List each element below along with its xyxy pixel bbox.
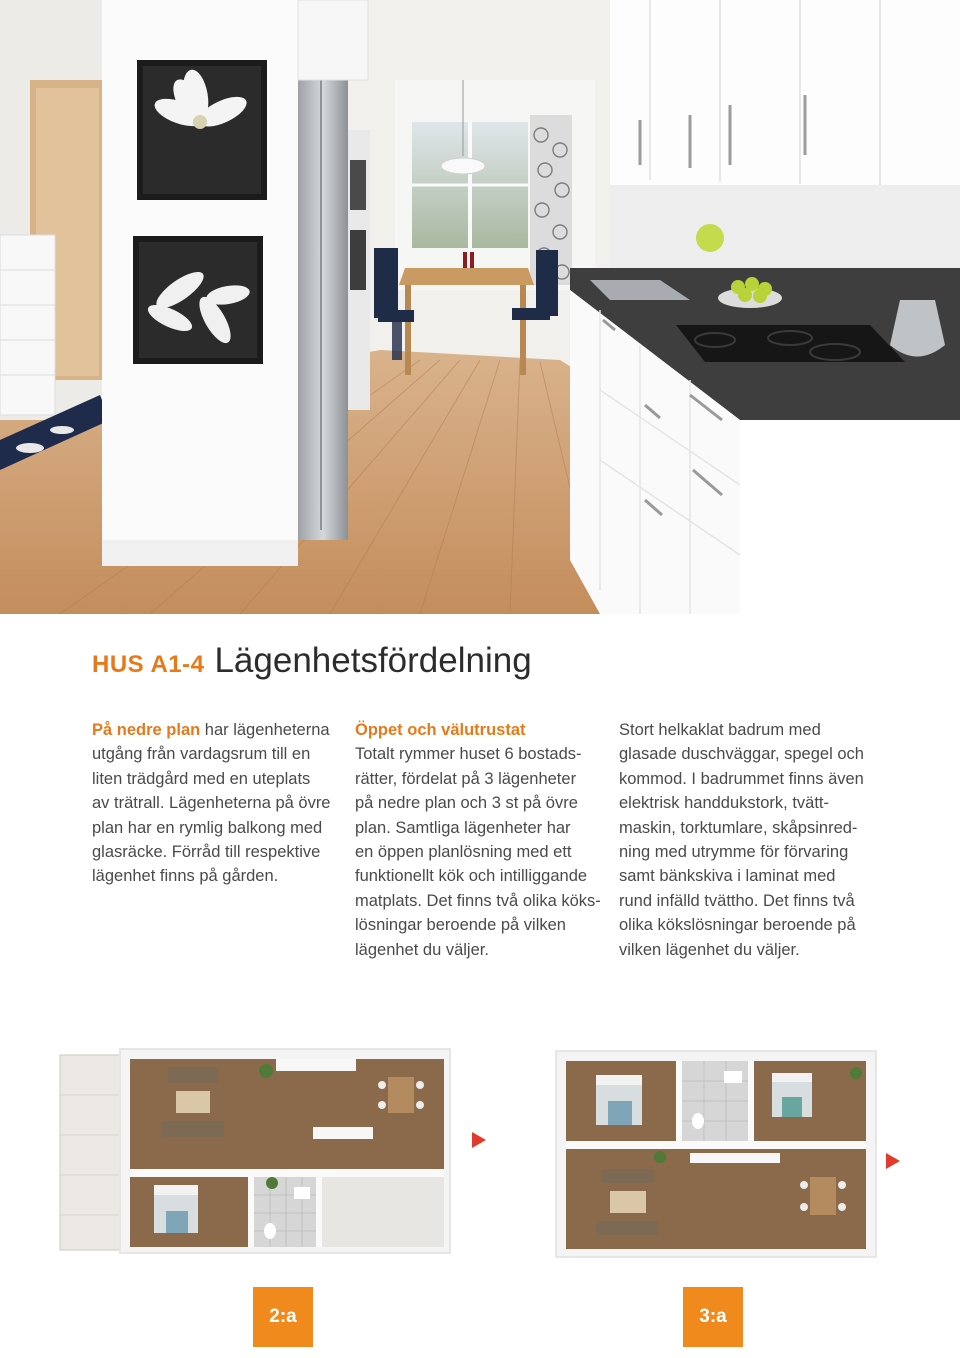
page-heading xyxy=(92,641,532,681)
column-line: ning med utrymme för förvaring xyxy=(619,843,849,862)
column-line: av trätrall. Lägenheterna på övre xyxy=(92,794,331,813)
column-line: olika kökslösningar beroende på xyxy=(619,916,856,935)
column-bathroom xyxy=(619,718,879,962)
column-lower-floor xyxy=(92,718,342,889)
column-line: kommod. I badrummet finns även xyxy=(619,769,864,788)
column-line: lägenhet finns på gården. xyxy=(92,867,279,886)
column-line: elektrisk handdukstork, tvätt- xyxy=(619,794,830,813)
kitchen-photo xyxy=(0,0,960,614)
column-line: glasräcke. Förråd till respektive xyxy=(92,843,321,862)
floor-plan-2a xyxy=(58,1045,488,1260)
column-heading: Öppet och välutrustat xyxy=(355,721,526,739)
column-line: matplats. Det finns två olika köks- xyxy=(355,891,601,910)
column-line: en öppen planlösning med ett xyxy=(355,843,572,862)
column-line: rätter, fördelat på 3 lägenheter xyxy=(355,769,577,788)
column-line: lägenhet du väljer. xyxy=(355,940,489,959)
floor-plan-3a xyxy=(510,1045,910,1260)
column-line: Totalt rymmer huset 6 bostads- xyxy=(355,745,582,764)
column-line: liten trädgård med en uteplats xyxy=(92,769,311,788)
column-line: funktionellt kök och intilliggande xyxy=(355,867,588,886)
lead-phrase: På nedre plan xyxy=(92,721,201,739)
column-line: vilken lägenhet du väljer. xyxy=(619,940,800,959)
house-code: HUS A1-4 xyxy=(92,651,205,678)
column-line: plan. Samtliga lägenheter har xyxy=(355,818,571,837)
column-line: samt bänkskiva i laminat med xyxy=(619,867,836,886)
column-line: glasade duschväggar, spegel och xyxy=(619,745,864,764)
column-open-plan xyxy=(355,718,603,962)
column-line: lösningar beroende på vilken xyxy=(355,916,566,935)
column-line: plan har en rymlig balkong med xyxy=(92,818,323,837)
column-line: Stort helkaklat badrum med xyxy=(619,721,821,739)
column-line: utgång från vardagsrum till en xyxy=(92,745,311,764)
column-line: rund infälld tvättho. Det finns två xyxy=(619,891,855,910)
plan-label-3a: 3:a xyxy=(683,1287,743,1347)
column-line: på nedre plan och 3 st på övre xyxy=(355,794,578,813)
plan-label-2a: 2:a xyxy=(253,1287,313,1347)
column-line: maskin, torktumlare, skåpsinred- xyxy=(619,818,858,837)
page-title: Lägenhetsfördelning xyxy=(214,641,532,680)
column-line: På nedre plan har lägenheterna xyxy=(92,721,330,739)
